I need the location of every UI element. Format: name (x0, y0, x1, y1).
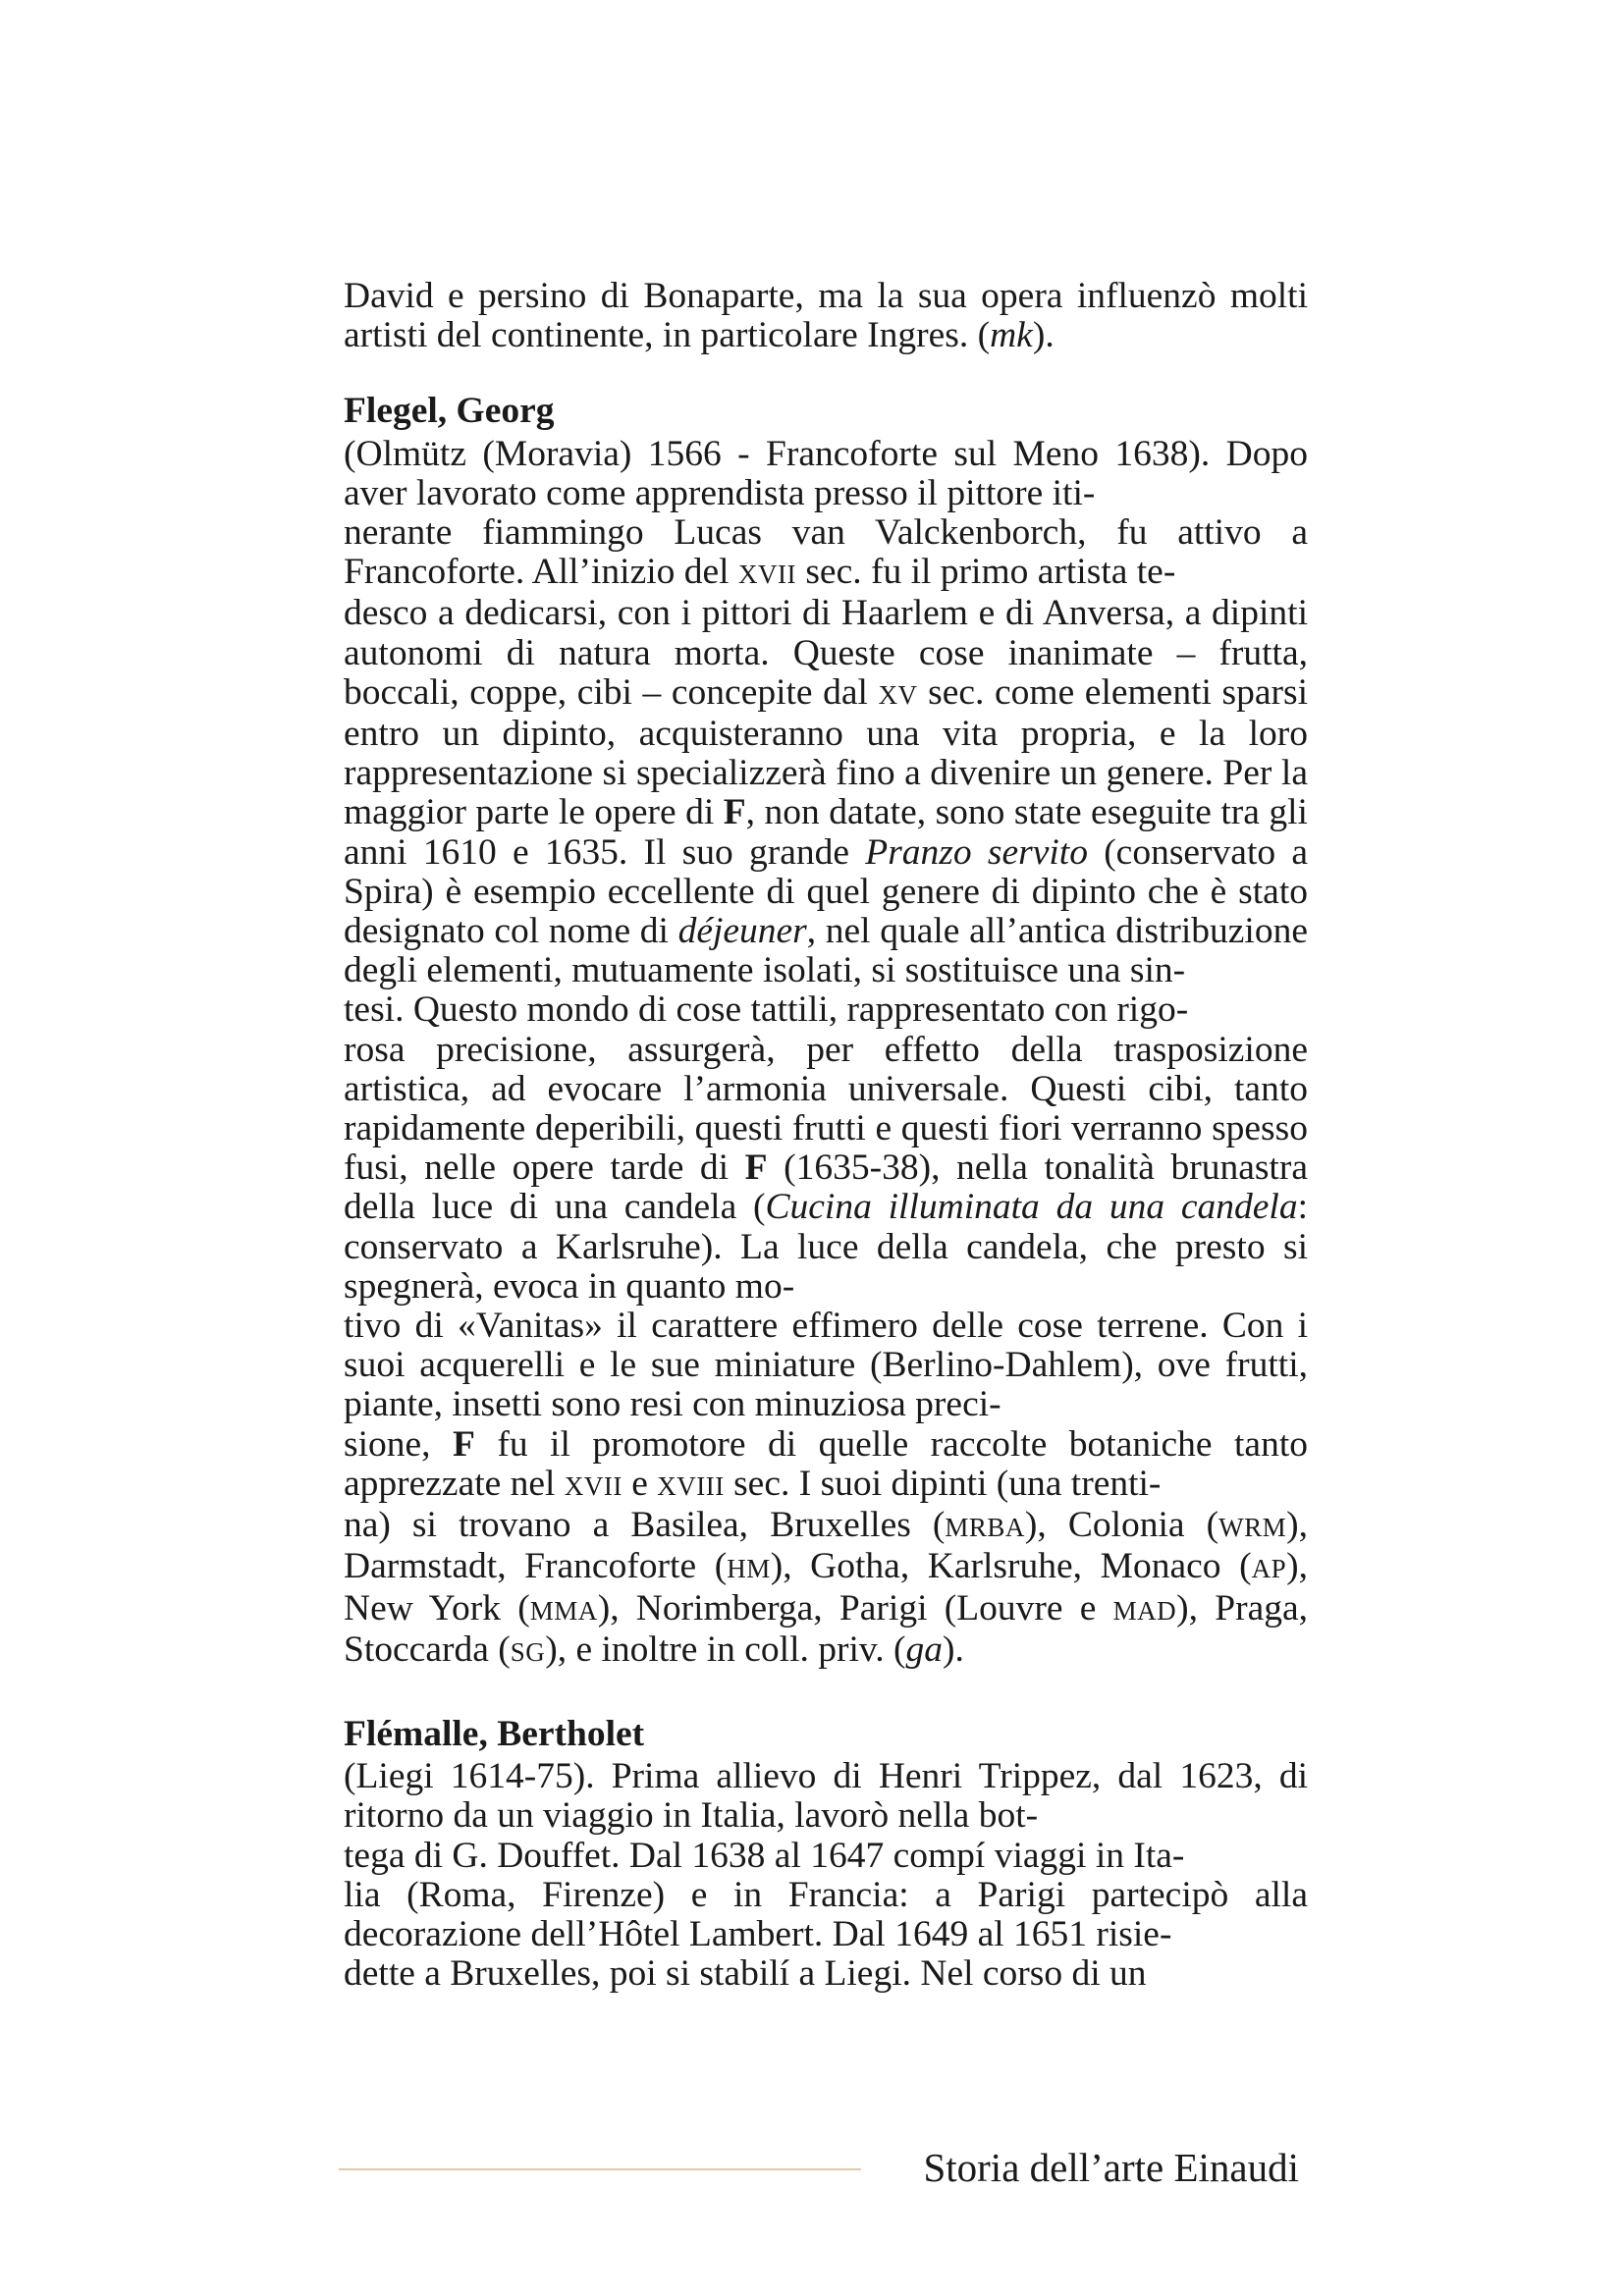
text-run: (conservato a Spira) è esempio eccellente di quel genere di dipinto che è stato designato col nome di (344, 831, 1308, 952)
hyphen-break: - (1159, 1913, 1172, 1954)
text-run: desco a dedicarsi, con i pittori di Haarlem e di Anversa, a dipinti autonomi di natura morta. Queste cose inanimate – frutta, boccali, coppe, cibi – concepite dal (344, 593, 1308, 713)
text-run: sec. come elementi sparsi entro un dipinto, acquisteranno una vita propria, e la loro rappresentazione si specializzerà fino a divenire un genere. Per la maggior parte le opere di (344, 671, 1308, 833)
text-run: ), Norimberga, Parigi (Louvre e (597, 1587, 1113, 1629)
small-caps-text: MRBA (945, 1513, 1025, 1543)
text-run: ), New York ( (344, 1546, 1308, 1629)
document-body (344, 277, 1308, 1994)
text-run: ), Colonia ( (1024, 1505, 1219, 1546)
text-run: ). (942, 1629, 964, 1670)
text-run: tesi. Questo mondo di cose tattili, rappresentato con rigo (344, 989, 1176, 1031)
text-run: (Olmütz (Moravia) 1566 - Francoforte sul Meno 1638). Dopo aver lavorato come apprendista presso il pittore iti (344, 433, 1308, 513)
italic-text: ga (905, 1629, 943, 1670)
hyphen-break: - (1148, 1463, 1162, 1504)
small-caps-text: MMA (529, 1595, 598, 1626)
entry-flegel (344, 392, 1308, 1672)
bold-text: F (744, 1148, 768, 1189)
small-caps-text: HM (727, 1554, 771, 1584)
text-run: , nel quale all’antica distribuzione degli elementi, mutuamente isolati, si sostituisce una sin (344, 911, 1308, 991)
text-run: na) si trovano a Basilea, Bruxelles ( (344, 1505, 946, 1546)
hyphen-break: - (1171, 1835, 1185, 1876)
hyphen-break: - (1175, 989, 1189, 1031)
italic-text: déjeuner (677, 911, 807, 952)
text-run: (1635-38), nella tonalità brunastra della luce di una candela ( (344, 1148, 1308, 1228)
text-run: : conservato a Karlsruhe). La luce della candela, che presto si spegnerà, evoca in quanto mo (344, 1187, 1308, 1307)
text-run: lia (Roma, Firenze) e in Francia: a Parigi partecipò alla decorazione dell’Hôtel Lambert. Dal 1649 al 1651 risie (344, 1874, 1308, 1954)
text-run: ), Darmstadt, Francoforte ( (344, 1505, 1308, 1587)
bold-text: F (723, 792, 746, 833)
text-run: David e persino di Bonaparte, ma la sua opera influenzò molti artisti del continente, in particolare Ingres. ( (344, 276, 1308, 356)
italic-text: Pranzo servito (865, 831, 1088, 873)
hyphen-break: - (1025, 1795, 1039, 1837)
hyphen-break: - (1163, 552, 1176, 593)
small-caps-text: MAD (1112, 1595, 1177, 1626)
continuation-paragraph (344, 277, 1308, 355)
bold-text: F (452, 1423, 475, 1465)
text-run: e (622, 1463, 658, 1504)
entry-flemalle (344, 1715, 1308, 1994)
small-caps-text: XV (878, 679, 918, 710)
entry-heading: Flegel, Georg (344, 391, 555, 432)
entry-body (344, 1757, 1308, 1994)
text-run: , non datate, sono state eseguite tra gli anni 1610 e 1635. Il suo grande (344, 792, 1308, 873)
small-caps-text: XVIII (657, 1470, 725, 1501)
hyphen-break: - (1082, 472, 1096, 513)
entry-heading: Flémalle, Bertholet (344, 1713, 645, 1754)
hyphen-break: - (989, 1384, 1001, 1425)
text-run: fu il promotore di quelle raccolte botaniche tanto apprezzate nel (344, 1423, 1308, 1504)
entry-body (344, 435, 1308, 1672)
small-caps-text: XVII (564, 1470, 622, 1501)
text-run: (Liegi 1614-75). Prima allievo di Henri Trippez, dal 1623, di ritorno da un viaggio in Italia, lavorò nella bot (344, 1756, 1308, 1837)
footer-title: Storia dell’arte Einaudi (923, 2145, 1299, 2190)
text-run: nerante fiammingo Lucas van Valckenborch, fu attivo a Francoforte. All’inizio del (344, 512, 1308, 593)
text-run: tega di G. Douffet. Dal 1638 al 1647 compí viaggi in Ita (344, 1835, 1172, 1876)
text-run: dette a Bruxelles, poi si stabilí a Liegi. Nel corso di un (344, 1953, 1147, 1995)
hyphen-break: - (782, 1265, 795, 1307)
small-caps-text: AP (1251, 1554, 1287, 1584)
small-caps-text: WRM (1218, 1513, 1287, 1543)
italic-text: mk (990, 315, 1033, 356)
italic-text: Cucina illuminata da una candela (765, 1187, 1298, 1228)
text-run: sec. fu il primo artista te (795, 552, 1163, 593)
text-run: sec. I suoi dipinti (una trenti (724, 1463, 1149, 1504)
small-caps-text: XVII (737, 560, 796, 590)
text-run: sione, (344, 1423, 453, 1465)
text-run: ), Praga, Stoccarda ( (344, 1587, 1308, 1670)
text-run: ), Gotha, Karlsruhe, Monaco ( (770, 1546, 1252, 1587)
small-caps-text: SG (510, 1636, 546, 1667)
footer-rule (339, 2168, 861, 2170)
text-run: ). (1032, 315, 1055, 356)
text-run: tivo di «Vanitas» il carattere effimero delle cose terrene. Con i suoi acquerelli e le sue miniature (Berlino-Dahlem), ove frutti, piante, insetti sono resi con minuziosa preci (344, 1306, 1308, 1425)
text-run: rosa precisione, assurgerà, per effetto della trasposizione artistica, ad evocare l’armonia universale. Questi cibi, tanto rapidamente deperibili, questi frutti e questi fiori verranno spesso fusi, nelle opere tarde di (344, 1029, 1308, 1189)
hyphen-break: - (1172, 950, 1186, 991)
text-run: ), e inoltre in coll. priv. ( (545, 1629, 906, 1670)
